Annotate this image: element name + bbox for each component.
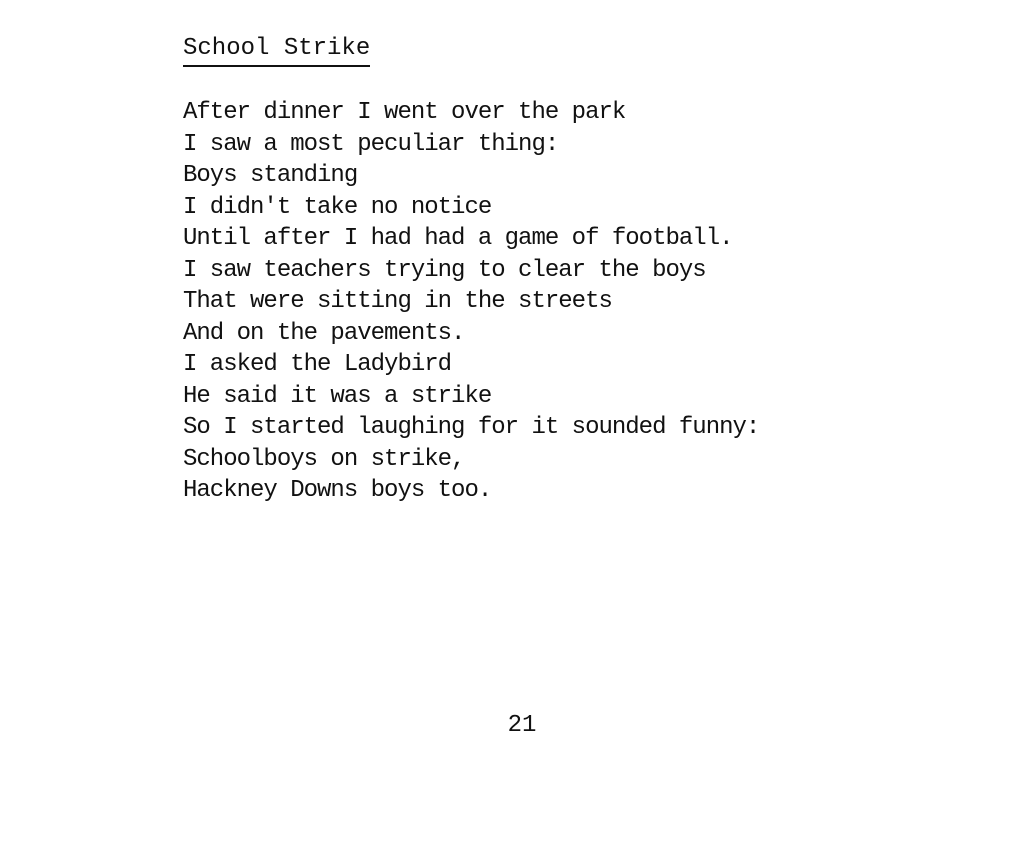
poem-line: After dinner I went over the park — [183, 99, 626, 126]
poem-line: That were sitting in the streets — [183, 288, 612, 315]
poem-line: Hackney Downs boys too. — [183, 477, 492, 504]
poem-line: I saw a most peculiar thing: — [183, 130, 559, 158]
poem-line: He said it was a strike — [183, 382, 492, 410]
poem-line: Boys standing — [183, 162, 358, 189]
poem-title: School Strike — [183, 34, 370, 67]
poem-line: I saw teachers trying to clear the boys — [183, 256, 706, 284]
poem-line: I asked the Ladybird — [183, 351, 452, 378]
poem-line: Until after I had had a game of football. — [183, 225, 733, 252]
poem-body — [183, 97, 759, 507]
poem-line: And on the pavements. — [183, 319, 465, 347]
poem-line: Schoolboys on strike, — [183, 445, 465, 473]
poem-line: I didn't take no notice — [183, 193, 492, 221]
page-number: 21 — [507, 712, 537, 739]
poem-line: So I started laughing for it sounded funny: — [183, 414, 760, 441]
